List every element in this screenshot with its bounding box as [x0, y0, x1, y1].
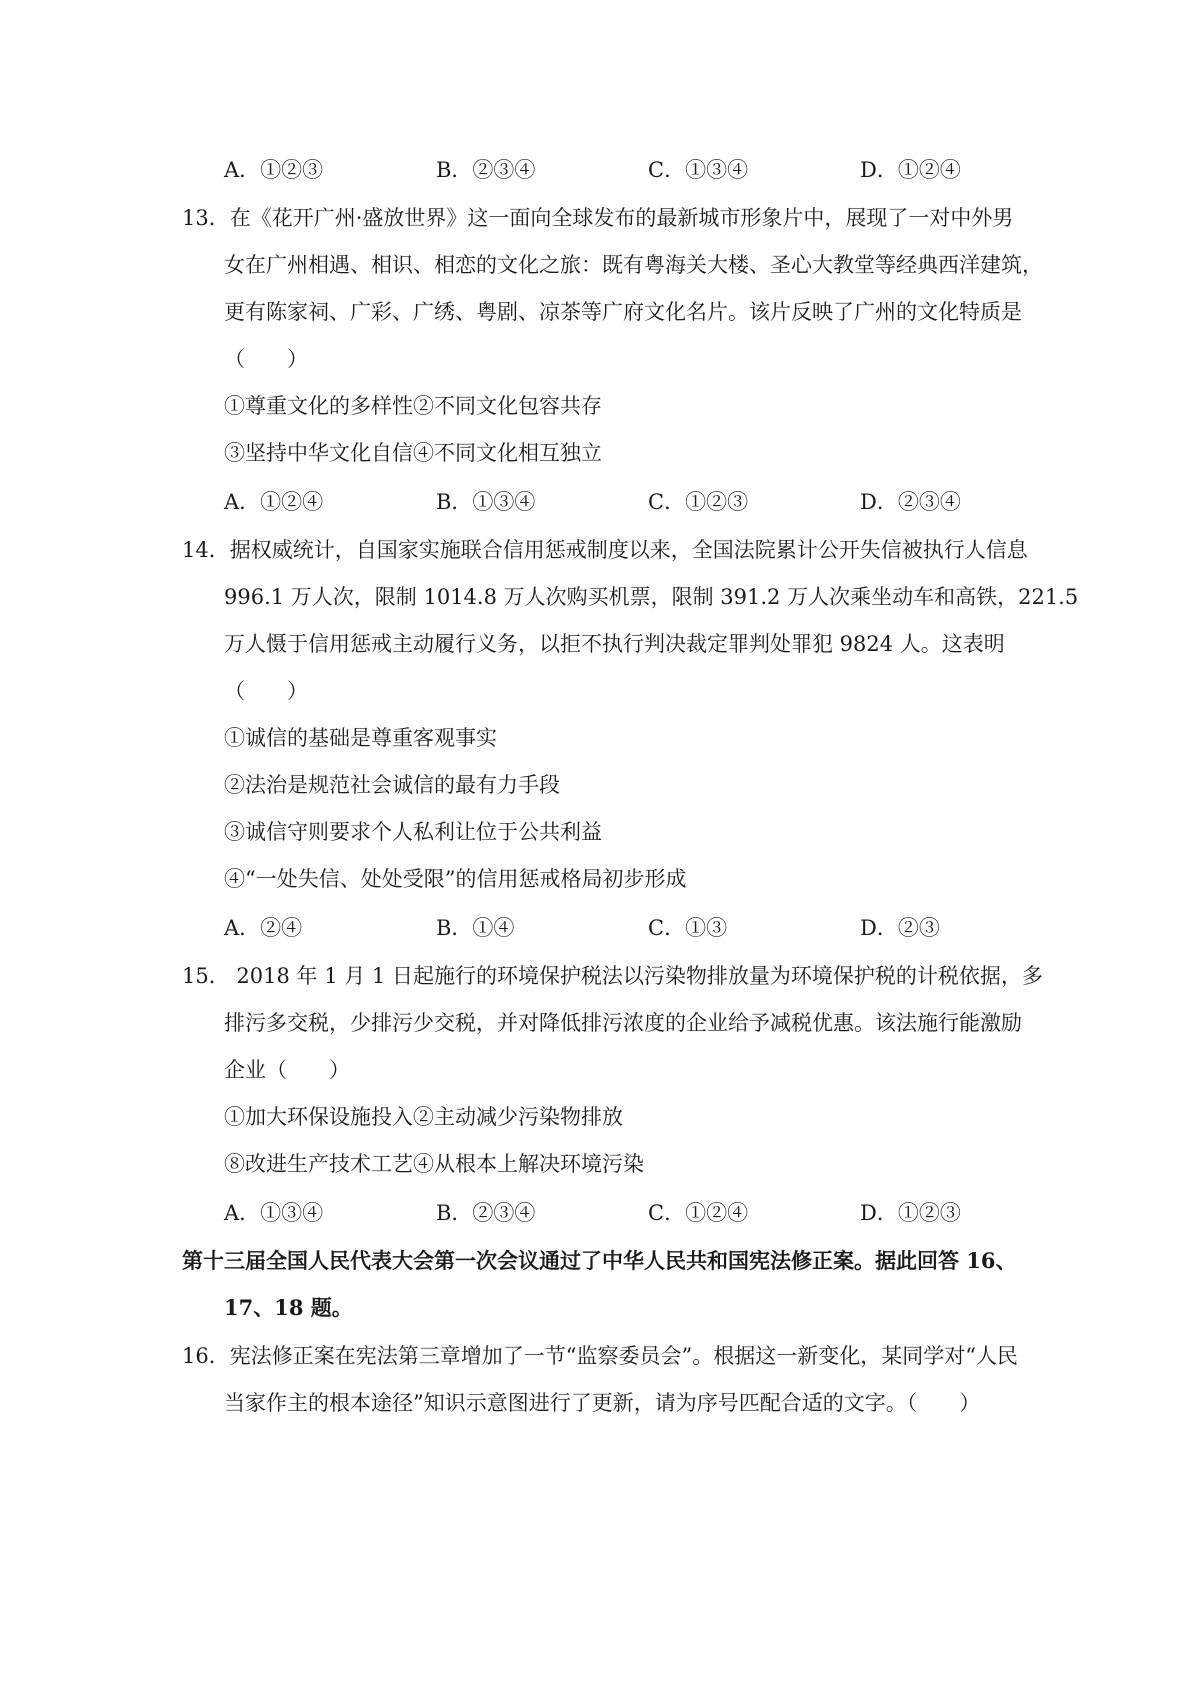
answer-blank: （ ） — [224, 679, 308, 703]
question-text: 女在广州相遇、相识、相恋的文化之旅：既有粤海关大楼、圣心大教堂等经典西洋建筑， — [224, 253, 1043, 277]
option-c: C．①②④ — [648, 1201, 749, 1225]
option-b: B．①④ — [436, 916, 515, 940]
option-b: B．②③④ — [436, 1201, 536, 1225]
option-c: C．①②③ — [648, 490, 749, 514]
question-text: 企业（ ） — [224, 1058, 350, 1082]
statement-item: ②法治是规范社会诚信的最有力手段 — [224, 773, 560, 797]
statement-item: ③诚信守则要求个人私利让位于公共利益 — [224, 820, 602, 844]
statement-item: ④“一处失信、处处受限”的信用惩戒格局初步形成 — [224, 867, 687, 891]
option-a: A．①②④ — [224, 490, 324, 514]
question-text: 996.1 万人次，限制 1014.8 万人次购买机票，限制 391.2 万人次乘坐动车和高铁，221.5 — [224, 585, 1079, 609]
option-d: D．②③ — [860, 916, 940, 940]
question-text: 当家作主的根本途径”知识示意图进行了更新，请为序号匹配合适的文字。（ ） — [224, 1391, 981, 1415]
question-text: 16．宪法修正案在宪法第三章增加了一节“监察委员会”。根据这一新变化，某同学对“人民 — [182, 1344, 1018, 1368]
statement-item: ①加大环保设施投入②主动减少污染物排放 — [224, 1105, 623, 1129]
question-text: 15． 2018 年 1 月 1 日起施行的环境保护税法以污染物排放量为环境保护税的计税依据，多 — [182, 964, 1043, 988]
option-b: B．②③④ — [436, 158, 536, 182]
question-text: 14．据权威统计，自国家实施联合信用惩戒制度以来，全国法院累计公开失信被执行人信息 — [182, 538, 1028, 562]
option-c: C．①③④ — [648, 158, 749, 182]
option-a: A．①②③ — [224, 158, 324, 182]
option-d: D．①②③ — [860, 1201, 961, 1225]
question-text: 更有陈家祠、广彩、广绣、粤剧、凉茶等广府文化名片。该片反映了广州的文化特质是 — [224, 300, 1022, 324]
question-text: 排污多交税，少排污少交税，并对降低排污浓度的企业给予减税优惠。该法施行能激励 — [224, 1011, 1022, 1035]
option-a: A．②④ — [224, 916, 303, 940]
option-b: B．①③④ — [436, 490, 536, 514]
statement-item: ⑧改进生产技术工艺④从根本上解决环境污染 — [224, 1152, 644, 1176]
option-a: A．①③④ — [224, 1201, 324, 1225]
statement-item: ①诚信的基础是尊重客观事实 — [224, 726, 497, 750]
question-text: 万人慑于信用惩戒主动履行义务，以拒不执行判决裁定罪判处罪犯 9824 人。这表明 — [224, 632, 1005, 656]
option-d: D．①②④ — [860, 158, 961, 182]
statement-item: ③坚持中华文化自信④不同文化相互独立 — [224, 441, 602, 465]
intro-text: 17、18 题。 — [224, 1295, 353, 1320]
answer-blank: （ ） — [224, 347, 308, 371]
option-d: D．②③④ — [860, 490, 961, 514]
question-text: 13．在《花开广州·盛放世界》这一面向全球发布的最新城市形象片中，展现了一对中外男 — [182, 206, 1014, 230]
option-c: C．①③ — [648, 916, 728, 940]
statement-item: ①尊重文化的多样性②不同文化包容共存 — [224, 394, 602, 418]
intro-text: 第十三届全国人民代表大会第一次会议通过了中华人民共和国宪法修正案。据此回答 16、 — [182, 1248, 1017, 1273]
